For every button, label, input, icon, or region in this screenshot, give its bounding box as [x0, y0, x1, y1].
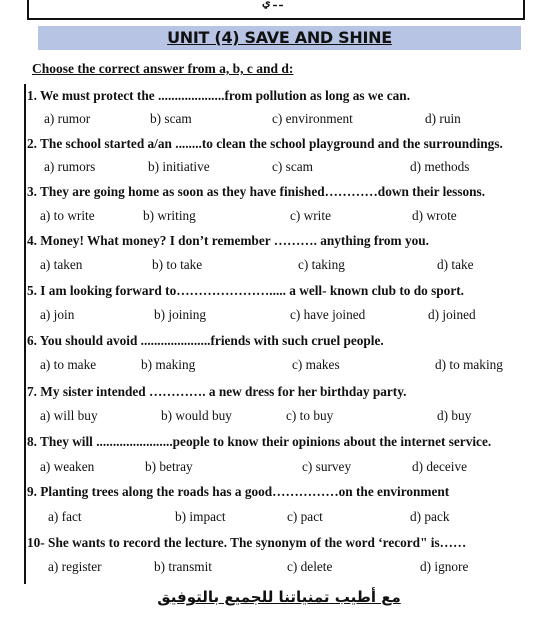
q6-option-d[interactable]: d) to making: [435, 357, 503, 372]
q4-option-b[interactable]: b) to take: [152, 257, 203, 272]
footer-wishes: مع أطيب تمنياتنا للجميع بالتوفيق: [157, 588, 401, 606]
q9-option-d[interactable]: d) pack: [410, 509, 450, 524]
q10-option-b[interactable]: b) transmit: [154, 559, 212, 574]
q5-option-d[interactable]: d) joined: [428, 307, 476, 322]
q3-option-b[interactable]: b) writing: [143, 208, 196, 223]
question-9: 9. Planting trees along the roads has a good……………on the environment: [27, 484, 450, 499]
question-8: 8. They will .......................people to know their opinions about the internet service.: [27, 434, 492, 449]
q8-option-a[interactable]: a) weaken: [40, 459, 95, 474]
q2-option-a[interactable]: a) rumors: [44, 159, 96, 174]
q1-option-c[interactable]: c) environment: [272, 111, 353, 126]
q10-option-a[interactable]: a) register: [48, 559, 102, 574]
q4-option-a[interactable]: a) taken: [40, 257, 83, 272]
q1-option-b[interactable]: b) scam: [150, 111, 192, 126]
q8-option-c[interactable]: c) survey: [302, 459, 352, 474]
question-6: 6. You should avoid .....................friends with such cruel people.: [27, 333, 384, 348]
q8-option-b[interactable]: b) betray: [145, 459, 193, 474]
q2-option-d[interactable]: d) methods: [410, 159, 470, 174]
unit-title: UNIT (4) SAVE AND SHINE: [167, 28, 392, 47]
q8-option-d[interactable]: d) deceive: [412, 459, 467, 474]
q5-option-a[interactable]: a) join: [40, 307, 75, 322]
q6-option-b[interactable]: b) making: [141, 357, 196, 372]
q9-option-b[interactable]: b) impact: [175, 509, 226, 524]
q1-option-d[interactable]: d) ruin: [425, 111, 461, 126]
q3-option-d[interactable]: d) wrote: [412, 208, 457, 223]
q9-option-a[interactable]: a) fact: [48, 509, 82, 524]
q6-option-c[interactable]: c) makes: [292, 357, 340, 372]
question-7: 7. My sister intended …………. a new dress for her birthday party.: [27, 384, 407, 399]
q4-option-d[interactable]: d) take: [437, 257, 474, 272]
instruction: Choose the correct answer from a, b, c and d:: [32, 61, 294, 76]
header-mark: ـ ـ ي: [262, 0, 283, 9]
unit-banner: [38, 26, 521, 50]
q10-option-d[interactable]: d) ignore: [420, 559, 469, 574]
question-1: 1. We must protect the ....................from pollution as long as we can.: [27, 88, 411, 103]
q3-option-a[interactable]: a) to write: [40, 208, 95, 223]
q2-option-c[interactable]: c) scam: [272, 159, 313, 174]
q3-option-c[interactable]: c) write: [290, 208, 331, 223]
q7-option-b[interactable]: b) would buy: [161, 408, 232, 423]
q7-option-a[interactable]: a) will buy: [40, 408, 98, 423]
q7-option-c[interactable]: c) to buy: [286, 408, 334, 423]
question-4: 4. Money! What money? I don’t remember ………. anything from you.: [27, 233, 429, 248]
question-3: 3. They are going home as soon as they have finished…………down their lessons.: [27, 184, 486, 199]
q9-option-c[interactable]: c) pact: [287, 509, 323, 524]
question-2: 2. The school started a/an ........to clean the school playground and the surroundings.: [27, 136, 503, 151]
left-margin-rule: [24, 84, 26, 584]
q4-option-c[interactable]: c) taking: [298, 257, 345, 272]
question-10: 10- She wants to record the lecture. The synonym of the word ‘record" is……: [27, 535, 467, 550]
q5-option-c[interactable]: c) have joined: [290, 307, 366, 322]
q7-option-d[interactable]: d) buy: [437, 408, 472, 423]
question-5: 5. I am looking forward to…………………..... a well- known club to do sport.: [27, 283, 464, 298]
q2-option-b[interactable]: b) initiative: [148, 159, 210, 174]
q10-option-c[interactable]: c) delete: [287, 559, 333, 574]
q1-option-a[interactable]: a) rumor: [44, 111, 91, 126]
q5-option-b[interactable]: b) joining: [154, 307, 207, 322]
q6-option-a[interactable]: a) to make: [40, 357, 97, 372]
